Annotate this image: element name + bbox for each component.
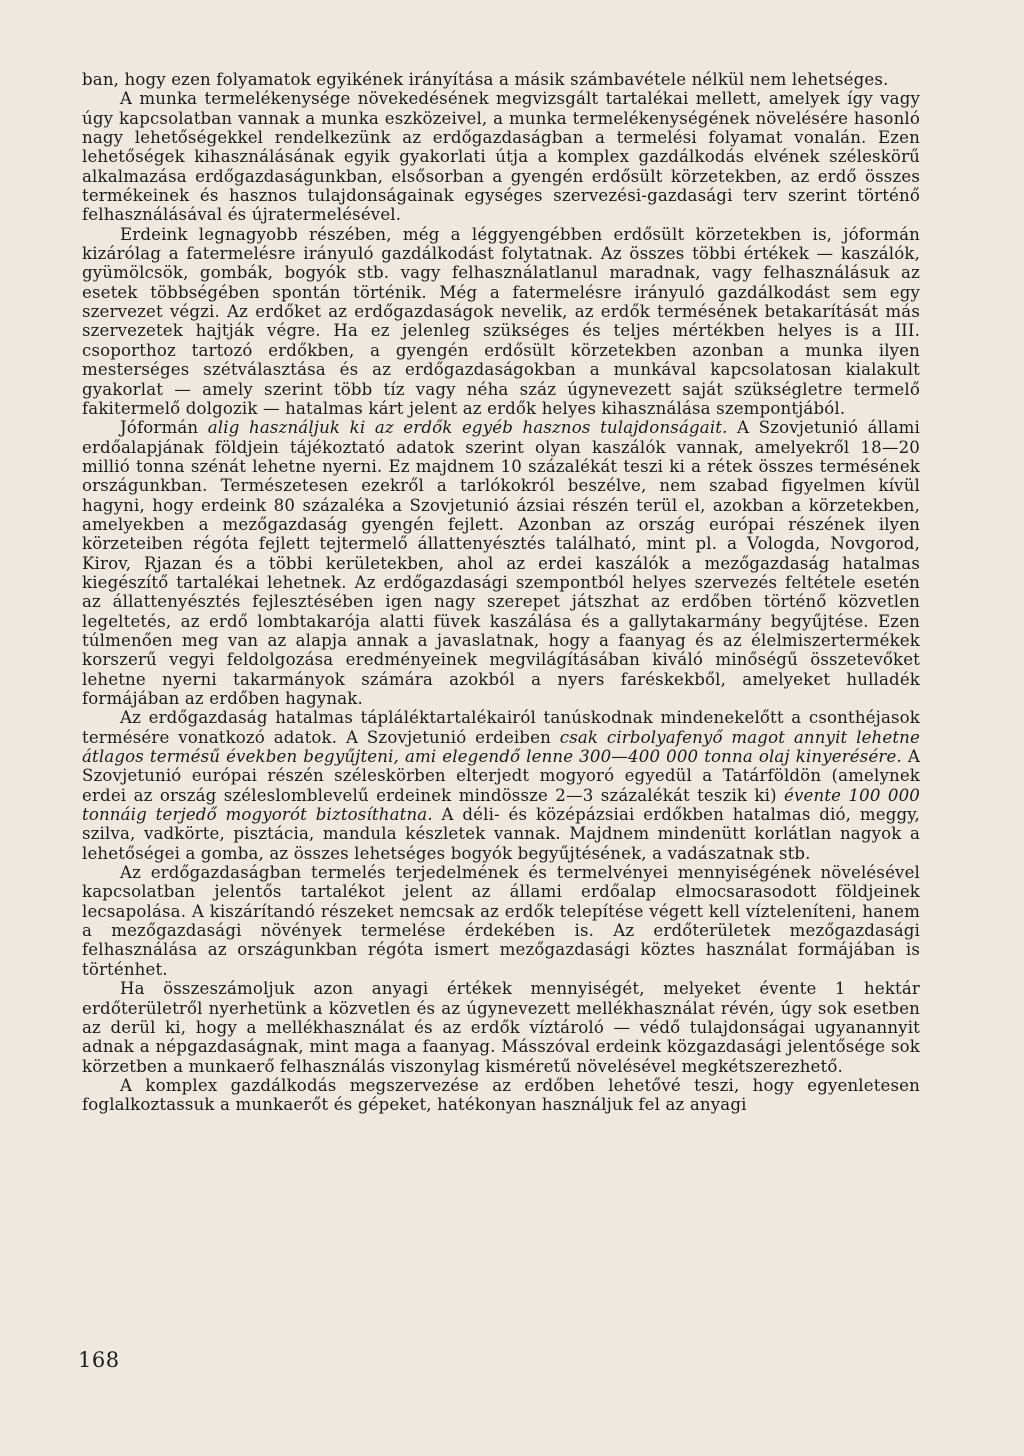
paragraph	[82, 70, 920, 89]
text-run: A Szovjetunió európai részén széleskörben elterjedt mogyoró egyedül a Tatárföldön (amelynek erdei az ország széleslomblevelű erdeinek mindössze 2—3 százalékát teszik ki)	[82, 747, 921, 805]
text-run: Erdeink legnagyobb részében, még a léggyengébben erdősült körzetekben is, jóformán kizárólag a fatermelésre irányuló gazdálkodást folytatnak. Az összes többi értékek — kaszálók, gyümölcsök, gombák, bogyók stb. vagy felhasználatlanul maradnak, vagy felhasználásuk az esetek többségében spontán történik. Még a fatermelésre irányuló gazdálkodást sem egy szervezet végzi. Az erdőket az erdőgazdaságok nevelik, az erdők termésének betakarítását más szervezetek hajtják végre. Ha ez jelenleg szükséges és teljes mértékben helyes is a III. csoporthoz tartozó erdőkben, a gyengén erdősült körzetekben azonban a munka ilyen mesterséges szétválasztása és az erdőgazdaságokban a munkával kapcsolatosan kialakult gyakorlat — amely szerint több tíz vagy néha száz úgynevezett saját szükségletre termelő fakitermelő dolgozik — hatalmas kárt jelent az erdők helyes kihasználása szempontjából.	[82, 224, 920, 418]
emphasized-text: csak cirbolyafenyő magot annyit lehetne átlagos termésű években begyűjteni, ami elegendő lenne 300—400 000 tonna olaj kinyerésére.	[82, 727, 920, 767]
paragraph	[82, 979, 920, 1076]
paragraph	[82, 1076, 920, 1115]
text-run: A komplex gazdálkodás megszervezése az erdőben lehetővé teszi, hogy egyenletesen foglalkoztassuk a munkaerőt és gépeket, hatékonyan használjuk fel az anyagi	[82, 1075, 920, 1115]
page-number: 168	[78, 1348, 120, 1372]
paragraph	[82, 89, 920, 224]
paragraph	[82, 863, 920, 979]
text-run: A munka termelékenysége növekedésének megvizsgált tartalékai mellett, amelyek így vagy úgy kapcsolatban vannak a munka eszközeivel, a munka termelékenységének növelésére hasonló nagy lehetőségekkel rendelkezünk az erdőgazdaságban a termelési folyamat vonalán. Ezen lehetőségek kihasználásának egyik gyakorlati útja a komplex gazdálkodás elvének széleskörű alkalmazása erdőgazdaságunkban, elsősorban a gyengén erdősült körzetekben, az erdő összes termékeinek és hasznos tulajdonságainak egységes szervezési-gazdasági terv szerint történő felhasználásával és újratermelésével.	[82, 89, 920, 225]
paragraph	[82, 708, 920, 863]
text-run: Az erdőgazdaságban termelés terjedelmének és termelvényei mennyiségének növelésével kapcsolatban jelentős tartalékot jelent az állami erdőalap elmocsarasodott földjeinek lecsapolása. A kiszárítandó részeket nemcsak az erdők telepítése végett kell vízteleníteni, hanem a mezőgazdasági növények termelése érdekében is. Az erdőterületek mezőgazdasági felhasználása az országunkban régóta ismert mezőgazdasági köztes használat formájában is történhet.	[82, 863, 920, 979]
text-run: Az erdőgazdaság hatalmas tápláléktartalékairól tanúskodnak mindenekelőtt a csonthéjasok termésére vonatkozó adatok. A Szovjetunió erdeiben	[82, 708, 920, 747]
text-run: Jóformán	[120, 418, 208, 438]
paragraph	[82, 225, 920, 418]
emphasized-text: alig használjuk ki az erdők egyéb hasznos tulajdonságait.	[207, 418, 728, 438]
body-text	[82, 70, 920, 1115]
text-run: Ha összeszámoljuk azon anyagi értékek mennyiségét, melyeket évente 1 hektár erdőterületről nyerhetünk a közvetlen és az úgynevezett mellékhasználat révén, úgy sok esetben az derül ki, hogy a mellékhasználat és az erdők víztároló — védő tulajdonságai ugyanannyit adnak a népgazdaságnak, mint maga a faanyag. Másszóval erdeink közgazdasági jelentősége sok körzetben a munkaerő felhasználás viszonylag kisméretű növelésével megkétszerezhető.	[82, 979, 920, 1076]
emphasized-text: évente 100 000 tonnáig terjedő mogyorót biztosíthatna.	[82, 785, 921, 825]
text-run: ban, hogy ezen folyamatok egyikének irányítása a másik számbavétele nélkül nem lehetséges.	[82, 70, 889, 89]
text-run: A Szovjetunió állami erdőalapjának földjein tájékoztató adatok szerint olyan kaszálók vannak, amelyekről 18—20 millió tonna szénát lehetne nyerni. Ez majdnem 10 százalékát teszi ki a rétek összes termésének országunkban. Természetesen ezekről a tarlókokról beszélve, nem szabad figyelmen kívül hagyni, hogy erdeink 80 százaléka a Szovjetunió ázsiai részén terül el, azokban a körzetekben, amelyekben a mezőgazdaság gyengén fejlett. Azonban az ország európai részének ilyen körzeteiben régóta fejlett tejtermelő állattenyésztés található, mint pl. a Vologda, Novgorod, Kirov, Rjazan és a többi kerületekben, ahol az erdei kaszálók a mezőgazdaság hatalmas kiegészítő tartalékai lehetnek. Az erdőgazdasági szempontból helyes szervezés feltétele esetén az állattenyésztés fejlesztésében igen nagy szerepet játszhat az erdőben történő közvetlen legeltetés, az erdő lombtakarója alatti füvek kaszálása és a gallytakarmány begyűjtése. Ezen túlmenően meg van az alapja annak a javaslatnak, hogy a faanyag és az élelmiszertermékek korszerű vegyi feldolgozása eredményeinek megvilágításában kiváló minőségű összetevőket lehetne nyerni takarmányok számára azokból a nyers faréskekből, amelyeket hulladék formájában az erdőben hagynak.	[82, 418, 920, 708]
text-run: A déli- és középázsiai erdőkben hatalmas dió, meggy, szilva, vadkörte, pisztácia, mandula készletek vannak. Majdnem mindenütt korlátlan nagyok a lehetőségei a gomba, az összes lehetséges bogyók begyűjtésének, a vadászatnak stb.	[82, 805, 920, 863]
paragraph	[82, 418, 920, 708]
